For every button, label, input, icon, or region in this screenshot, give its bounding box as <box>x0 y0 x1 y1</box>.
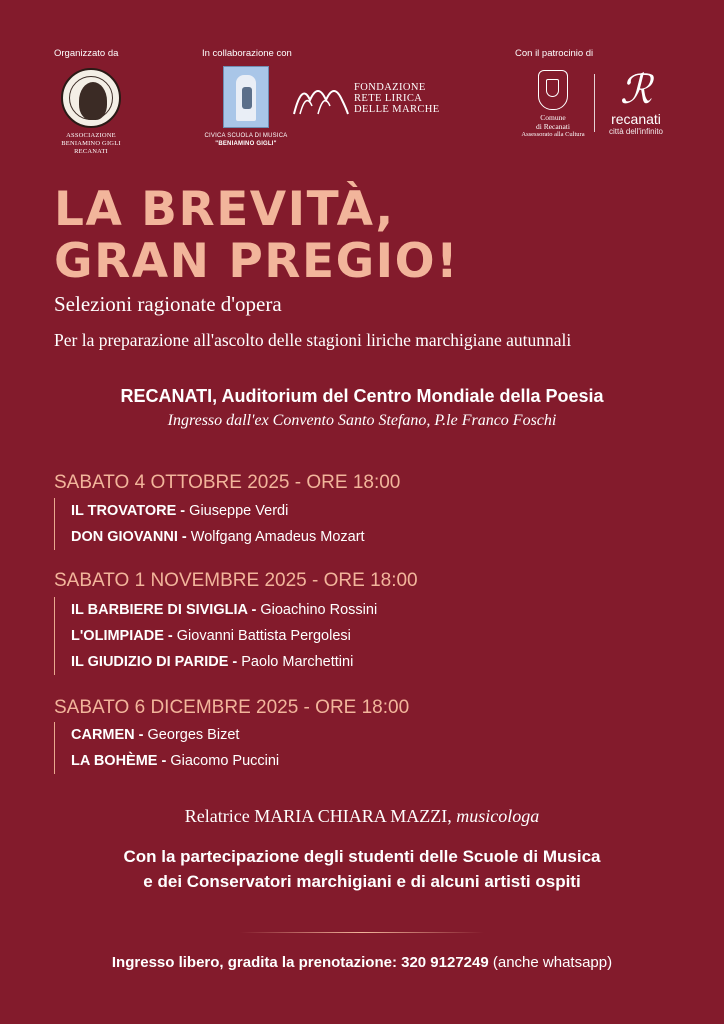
rete-lirica-wave-icon <box>292 80 350 116</box>
speaker-role: musicologa <box>456 806 540 826</box>
subtitle-description: Per la preparazione all'ascolto delle stagioni liriche marchigiane autunnali <box>54 330 572 350</box>
event-operas-2 <box>54 597 377 675</box>
event-date-2: SABATO 1 NOVEMBRE 2025 - ORE 18:00 <box>54 570 418 591</box>
rete-caption-1: FONDAZIONE <box>354 82 426 93</box>
opera-item: L'OLIMPIADE - Giovanni Battista Pergolesi <box>71 628 351 644</box>
event-date-1: SABATO 4 OTTOBRE 2025 - ORE 18:00 <box>54 472 401 493</box>
rete-caption-2: RETE LIRICA <box>354 93 423 104</box>
rete-caption-3: DELLE MARCHE <box>354 104 440 115</box>
subtitle: Selezioni ragionate d'opera <box>54 292 282 316</box>
gigli-caption-3: RECANATI <box>74 148 108 155</box>
patronage-label: Con il patrocinio di <box>515 48 594 59</box>
event-date-3: SABATO 6 DICEMBRE 2025 - ORE 18:00 <box>54 697 410 718</box>
event-operas-3 <box>54 722 279 774</box>
organized-label: Organizzato da <box>54 48 119 59</box>
comune-caption-2: di Recanati <box>536 121 570 131</box>
comune-recanati-logo <box>518 70 588 140</box>
participation-line-2: e dei Conservatori marchigiani e di alcuni artisti ospiti <box>143 872 581 891</box>
opera-item: CARMEN - Georges Bizet <box>71 727 240 743</box>
city-crest-icon <box>538 70 568 110</box>
admission-info <box>0 954 724 971</box>
opera-item: IL TROVATORE - Giuseppe Verdi <box>71 503 289 519</box>
divider-line <box>240 932 484 933</box>
gigli-caption-2: BENIAMINO GIGLI <box>61 140 121 147</box>
opera-item: IL BARBIERE DI SIVIGLIA - Gioachino Rossini <box>71 602 378 618</box>
civica-caption-1: CIVICA SCUOLA DI MUSICA <box>204 133 288 139</box>
comune-caption-1: Comune <box>540 113 566 122</box>
opera-item: LA BOHÈME - Giacomo Puccini <box>71 753 280 769</box>
main-title <box>54 184 694 288</box>
organ-player-icon <box>223 66 269 128</box>
title-line-1: LA BREVITÀ, <box>54 182 395 237</box>
civica-scuola-logo <box>196 66 296 148</box>
speaker-name: Relatrice MARIA CHIARA MAZZI, <box>184 806 452 826</box>
recanati-name: recanati <box>611 111 661 127</box>
venue: RECANATI, Auditorium del Centro Mondiale della Poesia <box>120 386 604 406</box>
participation-note <box>0 844 724 894</box>
recanati-city-logo <box>598 68 674 137</box>
admission-booking: Ingresso libero, gradita la prenotazione: 320 9127249 <box>111 954 489 971</box>
title-line-2: GRAN PREGIO! <box>54 234 460 289</box>
opera-item: IL GIUDIZIO DI PARIDE - Paolo Marchettini <box>71 654 354 670</box>
recanati-monogram-icon: ℛ <box>620 67 652 112</box>
gigli-medal-icon <box>61 68 121 128</box>
gigli-association-logo <box>52 68 130 156</box>
admission-whatsapp: (anche whatsapp) <box>488 954 613 971</box>
gigli-caption-1: ASSOCIAZIONE <box>66 132 116 139</box>
opera-item: DON GIOVANNI - Wolfgang Amadeus Mozart <box>71 529 365 545</box>
speaker <box>0 806 724 827</box>
sponsors-header <box>0 44 724 164</box>
collab-label: In collaborazione con <box>202 48 292 59</box>
venue-entrance: Ingresso dall'ex Convento Santo Stefano, P.le Franco Foschi <box>167 412 557 429</box>
recanati-tagline: città dell'infinito <box>609 127 663 136</box>
comune-caption-3: Assessorato alla Cultura <box>521 131 585 138</box>
participation-line-1: Con la partecipazione degli studenti delle Scuole di Musica <box>123 847 601 866</box>
logo-divider <box>594 74 595 132</box>
rete-lirica-logo <box>292 78 462 118</box>
event-operas-1 <box>54 498 365 550</box>
civica-caption-2: "BENIAMINO GIGLI" <box>215 141 277 147</box>
